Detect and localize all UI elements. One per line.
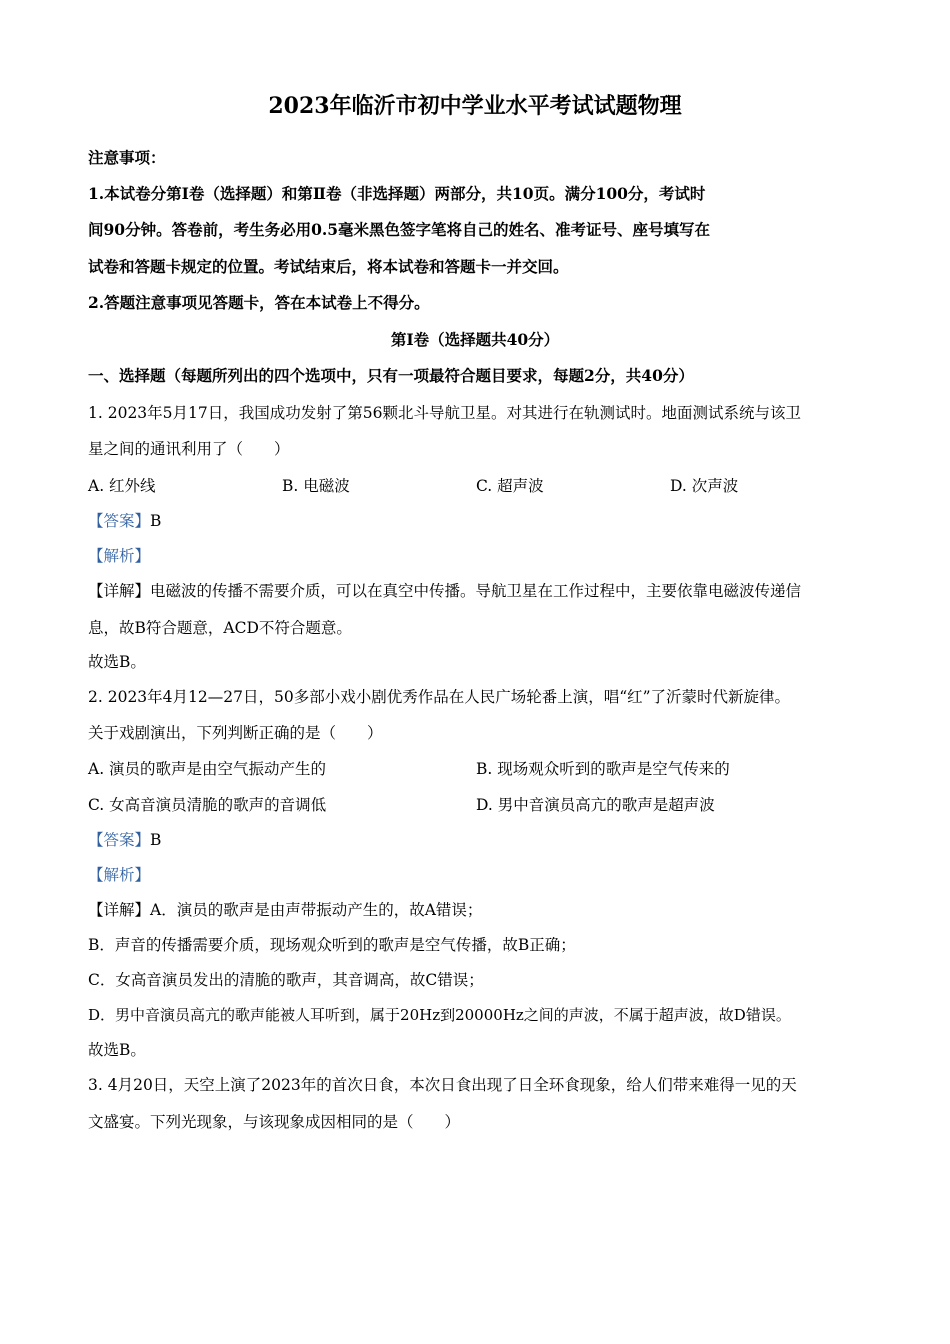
q2-analysis-tag: 【解析】: [88, 866, 151, 884]
q2-option-b: B. 现场观众听到的歌声是空气传来的: [476, 760, 730, 778]
q1-option-d: D. 次声波: [670, 477, 739, 495]
part-heading: 一、选择题（每题所列出的四个选项中，只有一项最符合题目要求，每题2分，共40分）: [88, 366, 694, 385]
answer-value: B: [150, 512, 162, 530]
q2-option-a: A. 演员的歌声是由空气振动产生的: [88, 760, 327, 778]
q2-option-d: D. 男中音演员高亢的歌声是超声波: [476, 796, 715, 814]
detail-tag: 【详解】: [88, 582, 151, 600]
q1-option-a: A. 红外线: [88, 477, 156, 495]
q2-detail-line: D．男中音演员高亢的歌声能被人耳听到，属于20Hz到20000Hz之间的声波，不属于超声波，故D错误。: [88, 1006, 791, 1024]
q1-detail: [88, 581, 801, 601]
answer-tag: 【答案】: [88, 512, 151, 530]
page-title: 2023年临沂市初中学业水平考试试题物理: [268, 93, 682, 119]
q2-detail-line: B．声音的传播需要介质，现场观众听到的歌声是空气传播，故B正确；: [88, 936, 576, 954]
q2-answer: [88, 830, 161, 850]
q1-option-c: C. 超声波: [476, 477, 544, 495]
detail-text: A．演员的歌声是由声带振动产生的，故A错误；: [150, 901, 483, 919]
notice-line: 1.本试卷分第Ⅰ卷（选择题）和第Ⅱ卷（非选择题）两部分，共10页。满分100分，考试时: [88, 184, 706, 203]
notice-line: 间90分钟。答卷前，考生务必用0.5毫米黑色签字笔将自己的姓名、准考证号、座号填写在: [88, 220, 711, 239]
q2-detail-line: C．女高音演员发出的清脆的歌声，其音调高，故C错误；: [88, 971, 484, 989]
q1-option-b: B. 电磁波: [282, 477, 350, 495]
q1-analysis-tag: 【解析】: [88, 547, 151, 565]
section-title: 第Ⅰ卷（选择题共40分）: [390, 330, 560, 349]
answer-value: B: [150, 831, 162, 849]
notice-heading: 注意事项：: [88, 148, 166, 167]
q2-detail: [88, 900, 482, 920]
question-2-stem: 2. 2023年4月12—27日，50多部小戏小剧优秀作品在人民广场轮番上演，唱“红”了沂蒙时代新旋律。: [88, 688, 791, 706]
q2-detail-line: 故选B。: [88, 1041, 146, 1059]
answer-tag: 【答案】: [88, 831, 151, 849]
q2-option-c: C. 女高音演员清脆的歌声的音调低: [88, 796, 327, 814]
detail-text: 电磁波的传播不需要介质，可以在真空中传播。导航卫星在工作过程中，主要依靠电磁波传递信: [150, 582, 802, 600]
notice-line: 试卷和答题卡规定的位置。考试结束后，将本试卷和答题卡一并交回。: [88, 257, 569, 276]
notice-line: 2.答题注意事项见答题卡，答在本试卷上不得分。: [88, 293, 430, 312]
q1-detail-line: 故选B。: [88, 653, 146, 671]
q1-detail-line: 息，故B符合题意，ACD不符合题意。: [88, 619, 352, 637]
q1-answer: [88, 511, 161, 531]
question-2-stem: 关于戏剧演出，下列判断正确的是（ ）: [88, 724, 383, 742]
detail-tag: 【详解】: [88, 901, 151, 919]
question-1-stem: 星之间的通讯利用了（ ）: [88, 440, 290, 458]
question-3-stem: 3. 4月20日，天空上演了2023年的首次日食，本次日食出现了日全环食现象，给人们带来难得一见的天: [88, 1076, 797, 1094]
question-3-stem: 文盛宴。下列光现象，与该现象成因相同的是（ ）: [88, 1113, 461, 1131]
question-1-stem: 1. 2023年5月17日，我国成功发射了第56颗北斗导航卫星。对其进行在轨测试时。地面测试系统与该卫: [88, 404, 801, 422]
